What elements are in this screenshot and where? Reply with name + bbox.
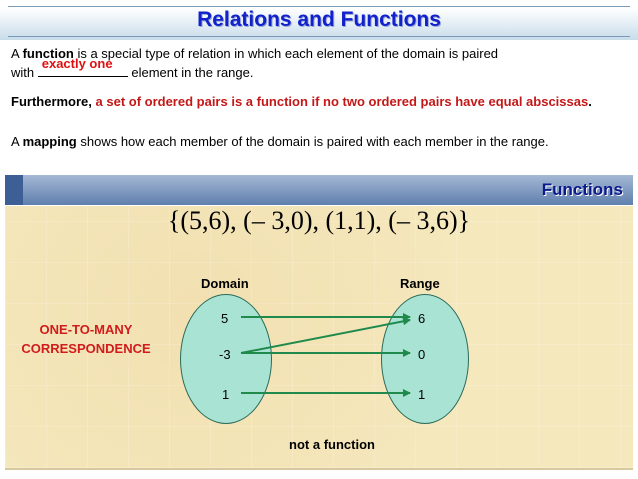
correspondence-line2: CORRESPONDENCE: [21, 341, 151, 356]
correspondence-label: [6, 320, 166, 358]
page-title: Relations and Functions: [197, 8, 441, 31]
rule-end: .: [588, 94, 592, 109]
definition-pre: A: [11, 46, 23, 61]
domain-value: 1: [222, 387, 230, 402]
domain-value: -3: [219, 347, 231, 362]
blank-answer: exactly one: [41, 56, 113, 71]
mapping-term: mapping: [22, 134, 77, 149]
definition-term: function: [22, 46, 74, 61]
arrow-neg3-to-6: [241, 320, 410, 353]
mapping-pre: A: [11, 134, 23, 149]
definition-text-line2: element in the range.: [127, 65, 254, 80]
range-value: 6: [418, 311, 426, 326]
definition-text-line1: is a special type of relation in which each element of the domain is paired: [73, 46, 499, 61]
correspondence-line1: ONE-TO-MANY: [39, 322, 133, 337]
rule-intro: Furthermore,: [11, 94, 96, 109]
ordered-pairs-set: {(5,6), (– 3,0), (1,1), (– 3,6)}: [167, 206, 471, 235]
mapping-text: shows how each member of the domain is paired with each member in the range.: [76, 134, 549, 149]
definition-text-with: with: [11, 65, 38, 80]
range-label: Range: [400, 276, 440, 291]
range-value: 0: [418, 347, 426, 362]
banner-label: Functions: [541, 180, 623, 199]
domain-value: 5: [221, 311, 229, 326]
verdict-label: not a function: [289, 437, 375, 452]
range-value: 1: [418, 387, 426, 402]
rule-text: a set of ordered pairs is a function if no two ordered pairs have equal abscissas: [95, 94, 589, 109]
domain-label: Domain: [201, 276, 249, 291]
